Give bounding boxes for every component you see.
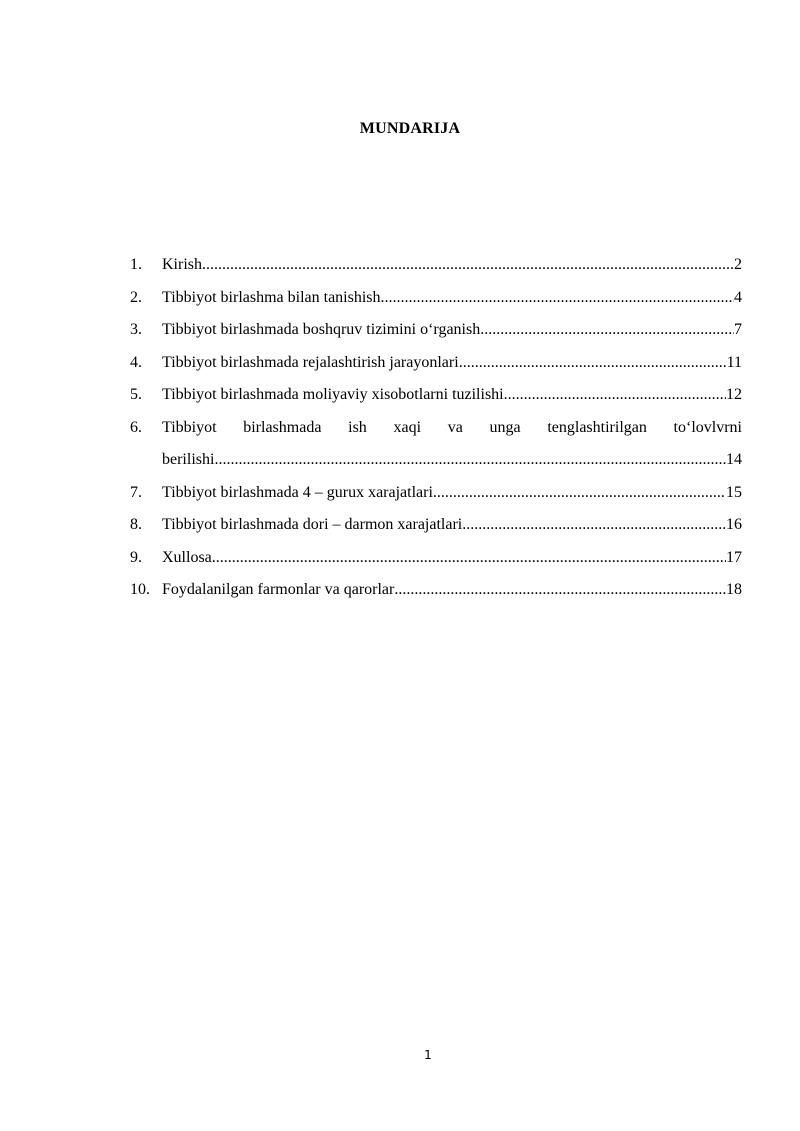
toc-item-number: 7. bbox=[130, 483, 142, 501]
toc-item-2[interactable] bbox=[130, 282, 742, 315]
table-of-contents bbox=[130, 249, 742, 607]
toc-item-4[interactable] bbox=[130, 347, 742, 380]
toc-item-1[interactable] bbox=[130, 249, 742, 282]
toc-item-page: 15 bbox=[726, 483, 742, 501]
toc-item-number: 6. bbox=[130, 418, 142, 436]
toc-item-page: 4 bbox=[734, 288, 742, 306]
toc-item-page: 12 bbox=[726, 386, 742, 403]
toc-item-title: Foydalanilgan farmonlar va qarorlar bbox=[162, 581, 395, 598]
toc-item-number: 8. bbox=[130, 516, 142, 533]
toc-item-page: 14 bbox=[726, 451, 742, 468]
toc-dot-leader bbox=[480, 314, 734, 347]
toc-item-number: 2. bbox=[130, 288, 142, 306]
toc-item-3[interactable] bbox=[130, 314, 742, 347]
toc-dot-leader bbox=[202, 249, 734, 282]
toc-item-title: Tibbiyot birlashmada ish xaqi va unga tenglashtirilgan to‘lovlvrni bbox=[162, 418, 742, 436]
toc-item-page: 7 bbox=[734, 321, 742, 338]
toc-item-number: 9. bbox=[130, 548, 142, 566]
toc-dot-leader bbox=[394, 574, 726, 607]
toc-item-page: 2 bbox=[734, 256, 742, 273]
toc-item-title: Tibbiyot birlashmada dori – darmon xarajatlari bbox=[162, 516, 463, 533]
toc-dot-leader bbox=[381, 282, 734, 315]
toc-item-10[interactable] bbox=[130, 574, 742, 607]
page-title: MUNDARIJA bbox=[359, 120, 461, 137]
toc-item-page: 17 bbox=[726, 548, 742, 566]
toc-item-page: 18 bbox=[726, 581, 742, 598]
toc-item-number: 3. bbox=[130, 321, 142, 338]
toc-item-title: Tibbiyot birlashmada 4 – gurux xarajatlari bbox=[162, 483, 433, 501]
toc-dot-leader bbox=[212, 542, 726, 575]
toc-item-page: 11 bbox=[726, 353, 742, 371]
toc-item-title-continued: berilishi bbox=[162, 451, 215, 468]
toc-item-title: Kirish bbox=[162, 256, 202, 273]
toc-item-6[interactable] bbox=[130, 412, 742, 477]
toc-dot-leader bbox=[462, 509, 726, 542]
toc-item-number: 5. bbox=[130, 386, 142, 403]
toc-dot-leader bbox=[214, 444, 726, 477]
toc-item-7[interactable] bbox=[130, 477, 742, 510]
toc-dot-leader bbox=[433, 477, 726, 510]
toc-item-9[interactable] bbox=[130, 542, 742, 575]
toc-item-5[interactable] bbox=[130, 379, 742, 412]
toc-dot-leader bbox=[504, 379, 726, 412]
toc-item-number: 4. bbox=[130, 353, 142, 371]
toc-item-page: 16 bbox=[726, 516, 742, 533]
toc-dot-leader bbox=[459, 347, 727, 380]
toc-item-number: 1. bbox=[130, 256, 142, 273]
toc-item-title: Xullosa bbox=[162, 548, 212, 566]
toc-item-title: Tibbiyot birlashmada moliyaviy xisobotlarni tuzilishi bbox=[162, 386, 504, 403]
toc-item-8[interactable] bbox=[130, 509, 742, 542]
toc-item-number: 10. bbox=[130, 581, 150, 598]
page-number: 1 bbox=[424, 1048, 432, 1062]
toc-item-title: Tibbiyot birlashma bilan tanishish bbox=[162, 288, 381, 306]
toc-item-title: Tibbiyot birlashmada boshqruv tizimini o‘rganish bbox=[162, 321, 481, 338]
toc-item-title: Tibbiyot birlashmada rejalashtirish jarayonlari bbox=[162, 353, 459, 371]
